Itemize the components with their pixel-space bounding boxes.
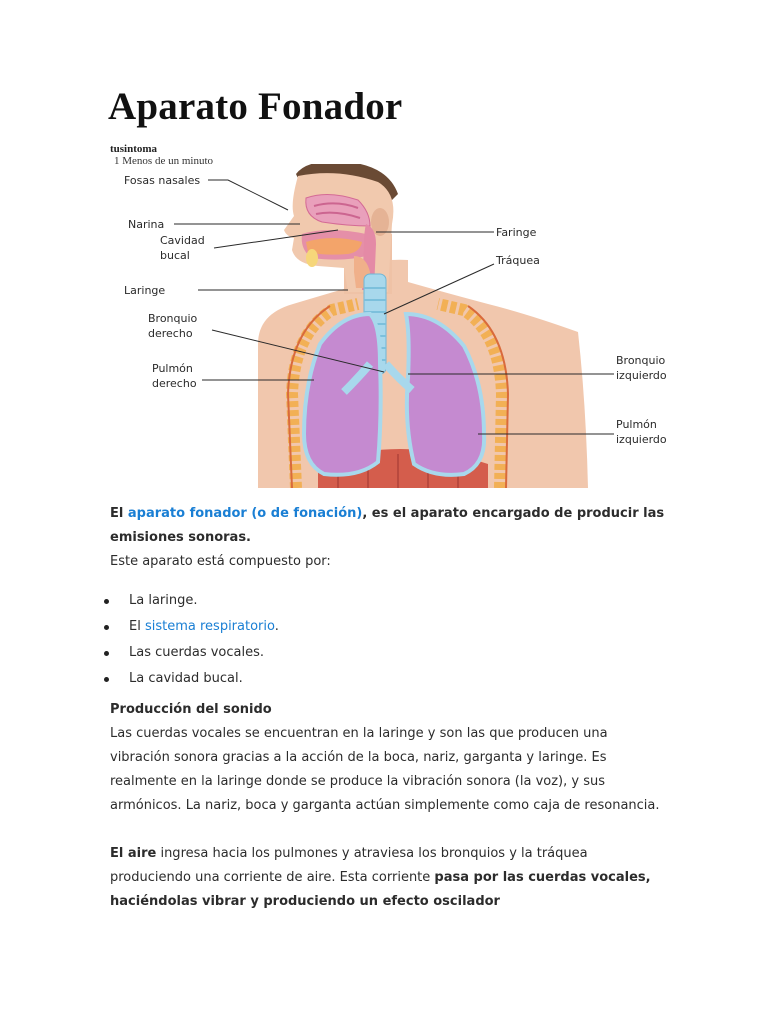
label-bronquio-izquierdo-line2: izquierdo [616, 369, 667, 382]
label-pulmon-derecho-line2: derecho [152, 377, 197, 390]
label-faringe: Faringe [496, 226, 537, 239]
article-body [110, 502, 670, 914]
intro-paragraph: El aparato fonador (o de fonación), es el aparato encargado de producir las emisiones sonoras. [110, 506, 665, 545]
label-traquea: Tráquea [496, 254, 540, 267]
list-item: La laringe. [110, 588, 670, 614]
sistema-respiratorio-link[interactable]: sistema respiratorio [144, 619, 275, 634]
label-pulmon-derecho-line1: Pulmón [152, 362, 193, 375]
list-item: La cavidad bucal. [110, 666, 670, 692]
read-time: 1 Menos de un minuto [114, 155, 213, 167]
label-bronquio-izquierdo-line1: Bronquio [616, 354, 666, 367]
aparato-fonador-link[interactable]: aparato fonador (o de fonación) [127, 506, 363, 521]
page-title: Aparato Fonador [108, 85, 403, 128]
respiratory-diagram [108, 164, 688, 488]
label-bronquio-derecho-line1: Bronquio [148, 312, 198, 325]
list-item: Las cuerdas vocales. [110, 640, 670, 666]
bullet-icon [104, 651, 109, 656]
section-paragraph-2: El aire ingresa hacia los pulmones y atraviesa los bronquios y la tráquea produciendo una corriente de aire. Esta corriente pasa por las cuerdas vocales, haciéndolas vibrar y produciendo un efecto oscilador [110, 846, 651, 909]
list-item: El sistema respiratorio. [110, 614, 670, 640]
bullet-icon [104, 625, 109, 630]
label-narina: Narina [128, 218, 165, 231]
label-pulmon-izquierdo-line2: izquierdo [616, 433, 667, 446]
label-laringe: Laringe [124, 284, 166, 297]
label-cavidad-bucal-line2: bucal [160, 249, 190, 262]
author-name[interactable]: tusintoma [110, 143, 158, 155]
label-fosas-nasales: Fosas nasales [124, 174, 201, 187]
components-list [110, 588, 670, 692]
section-paragraph-1: Las cuerdas vocales se encuentran en la laringe y son las que producen una vibración sonora gracias a la acción de la boca, nariz, garganta y laringe. Es realmente en la laringe donde se produce la vibración sonora (la voz), y sus armónicos. La nariz, boca y garganta actúan simplemente como caja de resonancia. [110, 726, 660, 813]
label-bronquio-derecho-line2: derecho [148, 327, 193, 340]
label-cavidad-bucal-line1: Cavidad [160, 234, 205, 247]
bullet-icon [104, 677, 109, 682]
section-heading: Producción del sonido [110, 702, 272, 717]
compuesto-text: Este aparato está compuesto por: [110, 554, 331, 569]
bullet-icon [104, 599, 109, 604]
label-pulmon-izquierdo-line1: Pulmón [616, 418, 657, 431]
